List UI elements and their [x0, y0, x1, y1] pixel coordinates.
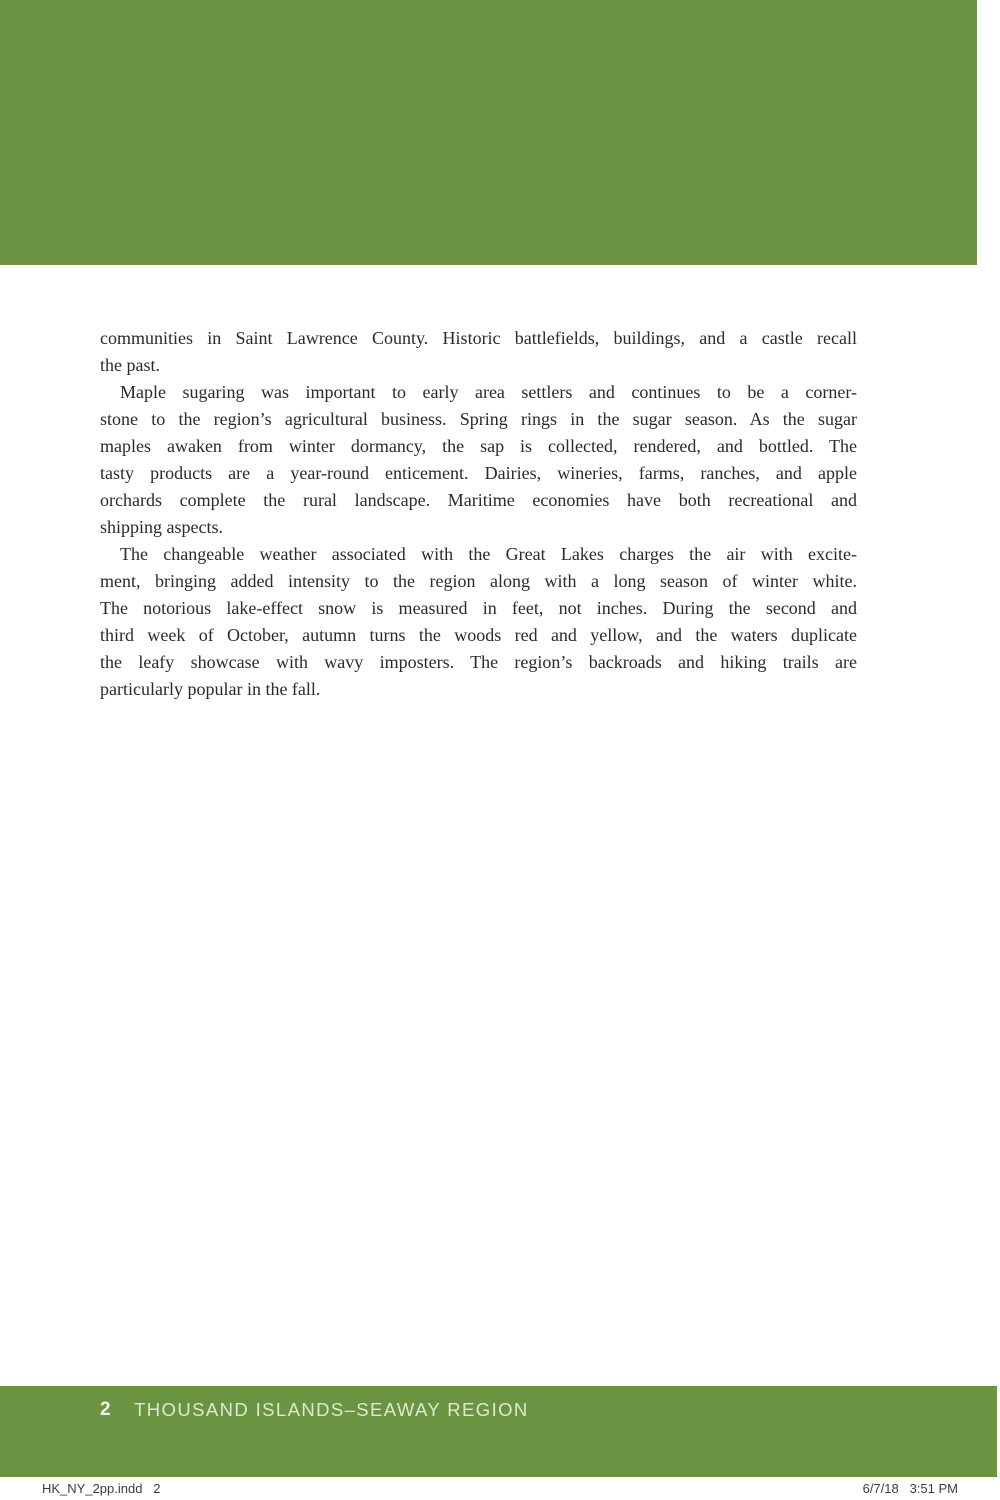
text-line: The notorious lake-effect snow is measured in feet, not inches. During the second and: [100, 598, 857, 618]
text-line: orchards complete the rural landscape. Maritime economies have both recreational and: [100, 490, 857, 510]
slug-filename: HK_NY_2pp.indd 2: [42, 1481, 161, 1496]
text-line: tasty products are a year-round enticement. Dairies, wineries, farms, ranches, and apple: [100, 463, 857, 483]
text-line: Maple sugaring was important to early area settlers and continues to be a corner-: [120, 382, 857, 402]
text-line: the past.: [100, 355, 160, 375]
text-line: ment, bringing added intensity to the region along with a long season of winter white.: [100, 571, 857, 591]
text-line: shipping aspects.: [100, 517, 223, 537]
body-text: [100, 325, 857, 703]
text-line: maples awaken from winter dormancy, the sap is collected, rendered, and bottled. The: [100, 436, 857, 456]
section-title: THOUSAND ISLANDS–SEAWAY REGION: [134, 1399, 529, 1420]
chapter-header-banner: [0, 0, 977, 265]
slug-timestamp: 6/7/18 3:51 PM: [862, 1481, 958, 1496]
text-line: stone to the region’s agricultural business. Spring rings in the sugar season. As the sugar: [100, 409, 857, 429]
paragraph: [100, 379, 857, 541]
text-line: particularly popular in the fall.: [100, 679, 321, 699]
text-line: the leafy showcase with wavy imposters. The region’s backroads and hiking trails are: [100, 652, 857, 672]
page-number: 2: [100, 1399, 112, 1420]
text-line: The changeable weather associated with the Great Lakes charges the air with excite-: [120, 544, 857, 564]
print-slug: [0, 1477, 1000, 1500]
text-line: communities in Saint Lawrence County. Historic battlefields, buildings, and a castle recall: [100, 328, 857, 348]
paragraph: [100, 541, 857, 703]
footer-bar: [0, 1386, 997, 1477]
text-line: third week of October, autumn turns the woods red and yellow, and the waters duplicate: [100, 625, 857, 645]
paragraph: [100, 325, 857, 379]
